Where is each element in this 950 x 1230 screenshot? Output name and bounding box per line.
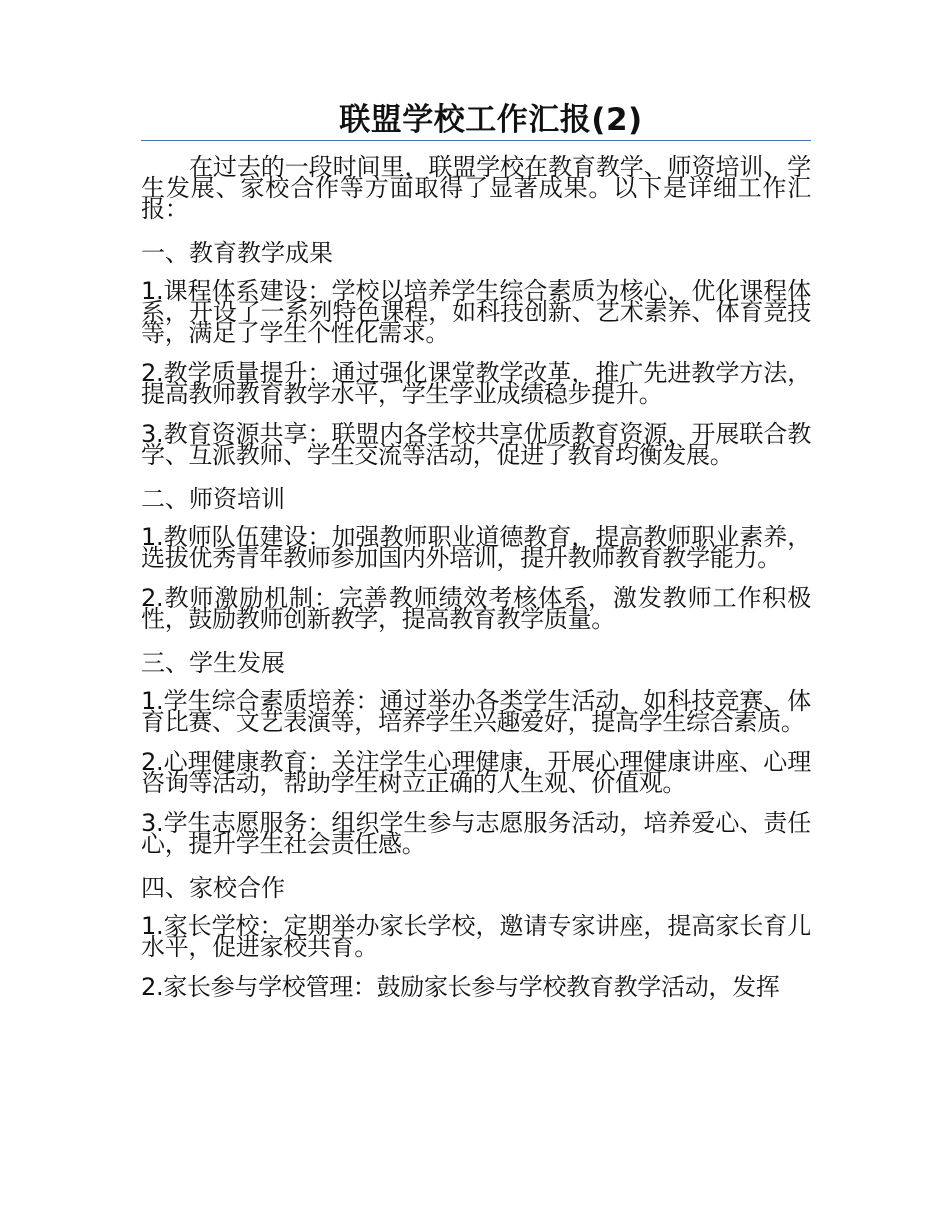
section-item: 2.心理健康教育：关注学生心理健康，开展心理健康讲座、心理咨询等活动，帮助学生树立正确的人生观、价值观。 [141, 748, 811, 797]
section-teaching [141, 239, 811, 469]
title-underline [141, 140, 811, 141]
section-item: 1.家长学校：定期举办家长学校，邀请专家讲座，提高家长育儿水平，促进家校共育。 [141, 912, 811, 961]
section-home-school [141, 874, 811, 1001]
document-title: 联盟学校工作汇报(2) [339, 102, 643, 138]
intro-paragraph: 在过去的一段时间里，联盟学校在教育教学、师资培训、学生发展、家校合作等方面取得了显著成果。以下是详细工作汇报： [141, 153, 811, 223]
section-student-development [141, 649, 811, 858]
section-item: 1.课程体系建设：学校以培养学生综合素质为核心，优化课程体系，开设了一系列特色课程，如科技创新、艺术素养、体育竞技等，满足了学生个性化需求。 [141, 277, 811, 347]
section-item: 1.学生综合素质培养：通过举办各类学生活动，如科技竞赛、体育比赛、文艺表演等，培养学生兴趣爱好，提高学生综合素质。 [141, 687, 811, 736]
section-item: 3.教育资源共享：联盟内各学校共享优质教育资源，开展联合教学、互派教师、学生交流等活动，促进了教育均衡发展。 [141, 420, 811, 469]
section-item: 3.学生志愿服务：组织学生参与志愿服务活动，培养爱心、责任心，提升学生社会责任感。 [141, 809, 811, 858]
section-heading: 一、教育教学成果 [141, 239, 333, 267]
section-item: 2.家长参与学校管理：鼓励家长参与学校教育教学活动，发挥 [141, 973, 780, 1001]
section-teacher-training [141, 485, 811, 633]
section-heading: 三、学生发展 [141, 649, 285, 677]
section-item: 1.教师队伍建设：加强教师职业道德教育，提高教师职业素养，选拔优秀青年教师参加国内外培训，提升教师教育教学能力。 [141, 523, 811, 572]
document-page [141, 100, 811, 1017]
section-item: 2.教师激励机制：完善教师绩效考核体系，激发教师工作积极性，鼓励教师创新教学，提高教育教学质量。 [141, 584, 811, 633]
section-heading: 二、师资培训 [141, 485, 285, 513]
section-heading: 四、家校合作 [141, 874, 285, 902]
section-item: 2.教学质量提升：通过强化课堂教学改革，推广先进教学方法，提高教师教育教学水平，学生学业成绩稳步提升。 [141, 359, 811, 408]
